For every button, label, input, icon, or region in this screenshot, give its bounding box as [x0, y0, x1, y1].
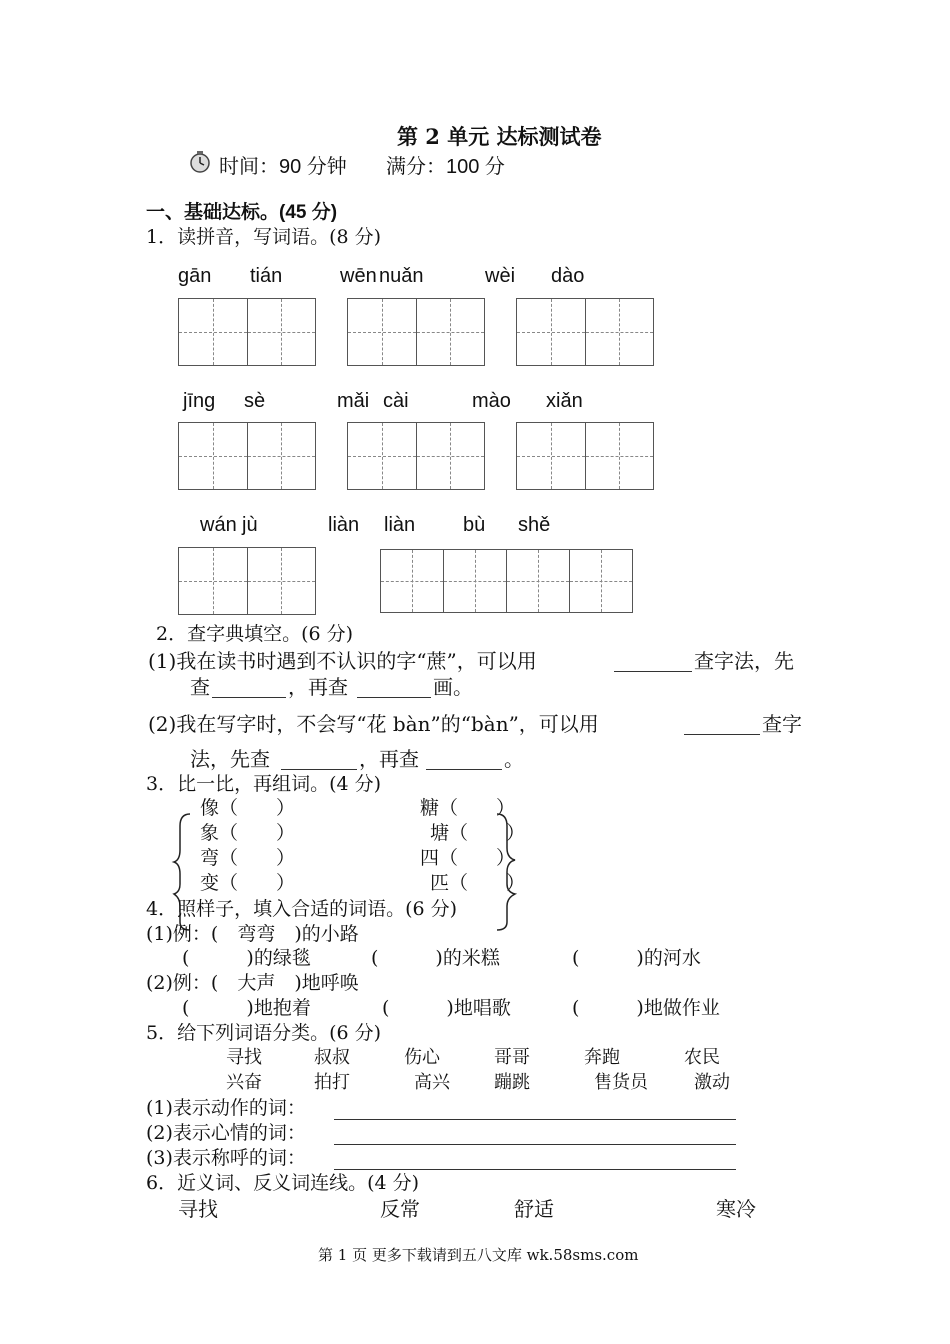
compare-item: 弯（ ） [200, 847, 296, 869]
question-1-title: 1．读拼音，写词语。(8 分) [146, 226, 382, 248]
right-brace [495, 812, 517, 932]
full-score: 满分：100 分 [386, 156, 505, 178]
question-5-title: 5．给下列词语分类。(6 分) [146, 1022, 382, 1044]
fill-item: ( )地做作业 [572, 997, 720, 1019]
compare-item: 象（ ） [200, 822, 296, 844]
match-word[interactable]: 寻找 [178, 1197, 218, 1221]
word: 蹦跳 [494, 1072, 530, 1093]
compare-item: 变（ ） [200, 872, 296, 894]
question-2-title: 2．查字典填空。(6 分) [156, 623, 354, 645]
pinyin: mào [472, 390, 511, 412]
q2-text: 查字 [762, 712, 802, 736]
pinyin: dào [551, 265, 585, 287]
time-limit: 时间：90 分钟 [219, 156, 347, 178]
pinyin: xiǎn [546, 390, 583, 412]
q2-text: 查 [190, 675, 210, 699]
fill-item: ( )的绿毯 [182, 947, 311, 969]
q2-text: 画。 [433, 675, 473, 699]
writing-grid[interactable] [516, 298, 654, 366]
match-word[interactable]: 寒冷 [716, 1197, 756, 1221]
answer-blank[interactable] [281, 748, 357, 770]
q2-text: 查字法，先 [694, 649, 794, 673]
answer-blank[interactable] [684, 713, 760, 735]
fill-item: ( )地抱着 [182, 997, 311, 1019]
word: 兴奋 [226, 1072, 262, 1093]
writing-grid[interactable] [347, 298, 485, 366]
pinyin: shě [518, 514, 551, 536]
page-footer: 第 1 页 更多下载请到五八文库 wk.58sms.com [318, 1246, 639, 1264]
word: 农民 [684, 1047, 720, 1068]
compare-item: 四（ ） [420, 847, 516, 869]
pinyin: sè [244, 390, 266, 412]
answer-blank[interactable] [212, 676, 286, 698]
pinyin: liàn [384, 514, 416, 536]
word: 高兴 [414, 1072, 450, 1093]
category-label: (2)表示心情的词： [146, 1122, 306, 1144]
match-word[interactable]: 反常 [380, 1197, 420, 1221]
section-heading: 一、基础达标。(45 分) [146, 202, 338, 223]
pinyin: wán [200, 514, 237, 536]
word: 拍打 [314, 1072, 350, 1093]
answer-blank[interactable] [614, 650, 692, 672]
compare-item: 匹（ ） [430, 872, 526, 894]
page-title: 第 2 单元 达标测试卷 [397, 124, 602, 149]
answer-blank[interactable] [426, 748, 502, 770]
category-label: (1)表示动作的词： [146, 1097, 306, 1119]
pinyin: liàn [328, 514, 360, 536]
q2-text: ，再查 [288, 675, 348, 699]
answer-blank[interactable] [357, 676, 431, 698]
q2-text: (2)我在写字时，不会写“花 bàn”的“bàn”，可以用 [148, 712, 599, 736]
answer-line[interactable] [334, 1125, 736, 1145]
word: 叔叔 [314, 1047, 350, 1068]
word: 伤心 [404, 1047, 440, 1068]
answer-line[interactable] [334, 1100, 736, 1120]
question-3-title: 3．比一比，再组词。(4 分) [146, 773, 382, 795]
pinyin: tián [250, 265, 283, 287]
word: 寻找 [226, 1047, 262, 1068]
writing-grid[interactable] [178, 298, 316, 366]
example-line: (2)例：( 大声 )地呼唤 [146, 972, 359, 994]
compare-item: 像（ ） [200, 797, 296, 819]
writing-grid[interactable] [380, 549, 633, 613]
category-label: (3)表示称呼的词： [146, 1147, 306, 1169]
compare-item: 糖（ ） [420, 797, 516, 819]
pinyin: nuǎn [379, 265, 424, 287]
pinyin: wēn [340, 265, 377, 287]
word: 售货员 [594, 1072, 648, 1093]
word: 奔跑 [584, 1047, 620, 1068]
word: 激动 [694, 1072, 730, 1093]
question-4-title: 4．照样子，填入合适的词语。(6 分) [146, 898, 458, 920]
fill-item: ( )地唱歌 [382, 997, 511, 1019]
writing-grid[interactable] [516, 422, 654, 490]
writing-grid[interactable] [178, 422, 316, 490]
clock-icon [188, 150, 212, 174]
example-line: (1)例：( 弯弯 )的小路 [146, 923, 359, 945]
pinyin: gān [178, 265, 212, 287]
fill-item: ( )的河水 [572, 947, 701, 969]
pinyin: cài [383, 390, 409, 412]
pinyin: wèi [485, 265, 516, 287]
fill-item: ( )的米糕 [371, 947, 500, 969]
writing-grid[interactable] [178, 547, 316, 615]
q2-text: ，再查 [359, 747, 419, 771]
pinyin: mǎi [337, 390, 370, 412]
question-6-title: 6．近义词、反义词连线。(4 分) [146, 1172, 420, 1194]
q2-text: 法，先查 [190, 747, 270, 771]
pinyin: jù [242, 514, 258, 536]
pinyin: bù [463, 514, 486, 536]
match-word[interactable]: 舒适 [514, 1197, 554, 1221]
writing-grid[interactable] [347, 422, 485, 490]
pinyin: jīng [183, 390, 216, 412]
q2-text: 。 [504, 747, 524, 771]
answer-line[interactable] [334, 1150, 736, 1170]
compare-item: 塘（ ） [430, 822, 526, 844]
word: 哥哥 [494, 1047, 530, 1068]
q2-text: (1)我在读书时遇到不认识的字“蔗”，可以用 [148, 649, 537, 673]
